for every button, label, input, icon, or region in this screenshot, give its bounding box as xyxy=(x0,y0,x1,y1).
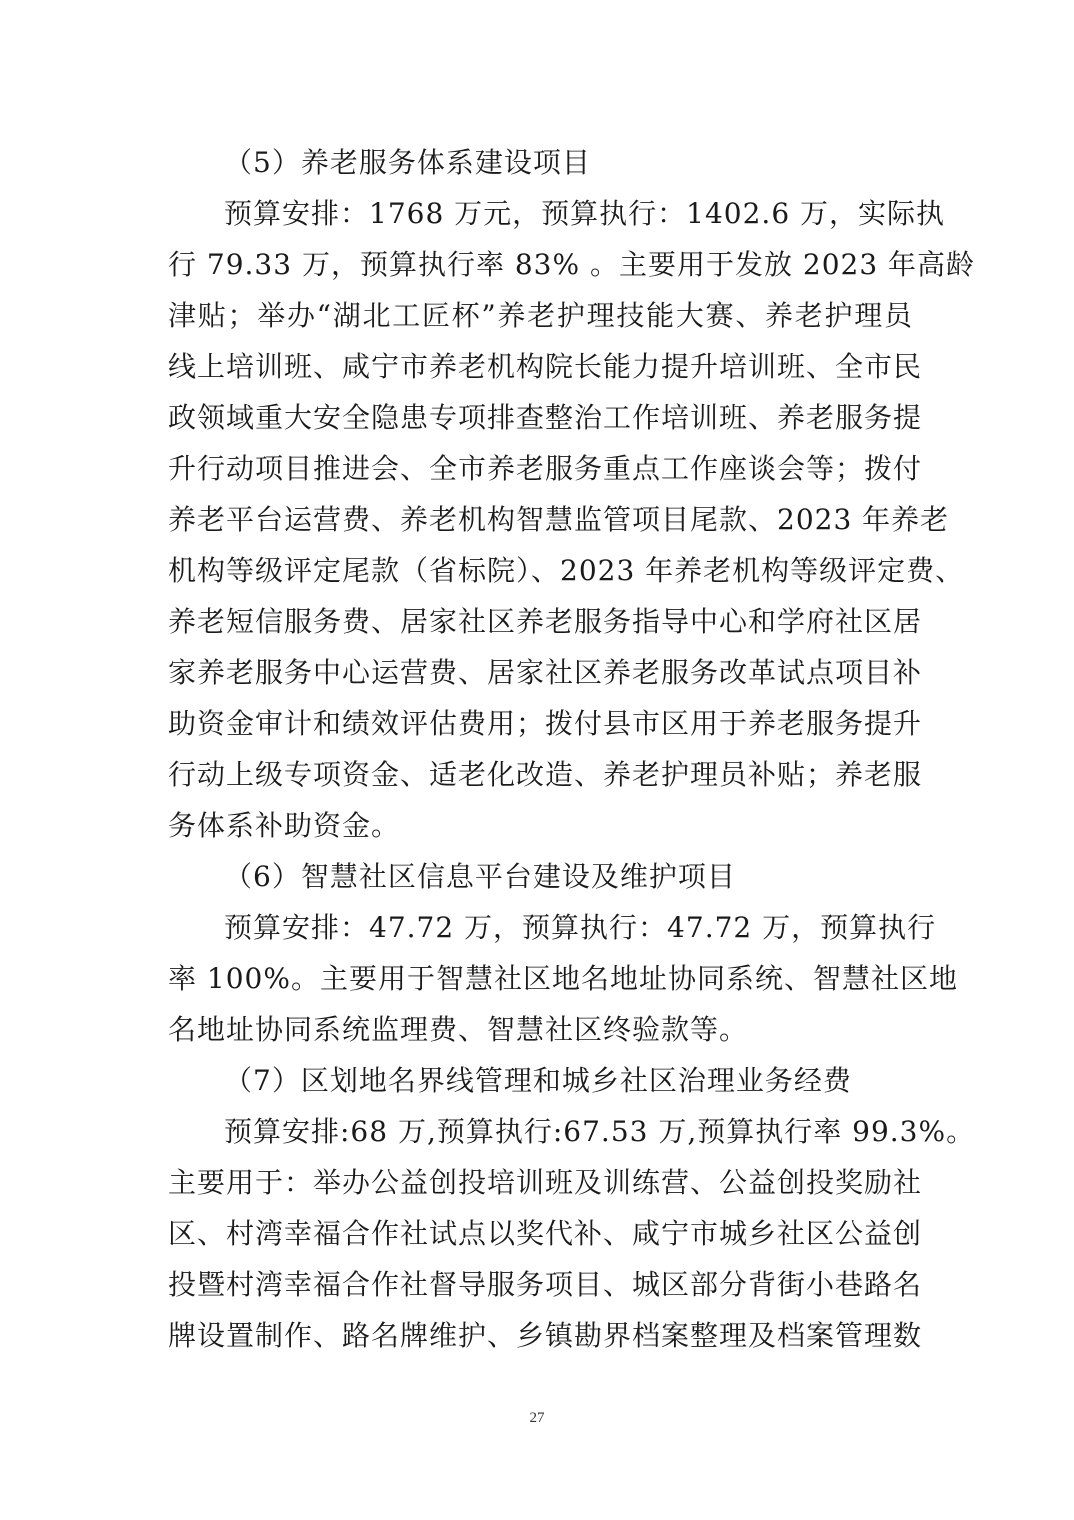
paragraph-line: 升行动项目推进会、全市养老服务重点工作座谈会等；拨付 xyxy=(168,452,923,485)
paragraph-line: 家养老服务中心运营费、居家社区养老服务改革试点项目补 xyxy=(168,656,923,689)
section-paragraph-7 xyxy=(168,1106,976,1361)
document-body xyxy=(168,137,976,1361)
paragraph-line: 名地址协同系统监理费、智慧社区终验款等。 xyxy=(168,1013,749,1046)
paragraph-line: 预算安排:68 万,预算执行:67.53 万,预算执行率 99.3%。 xyxy=(224,1115,976,1148)
paragraph-line: 机构等级评定尾款（省标院）、2023 年养老机构等级评定费、 xyxy=(168,554,965,587)
paragraph-line: 养老短信服务费、居家社区养老服务指导中心和学府社区居 xyxy=(168,605,923,638)
paragraph-line: 助资金审计和绩效评估费用；拨付县市区用于养老服务提升 xyxy=(168,707,923,740)
paragraph-line: 率 100%。主要用于智慧社区地名地址协同系统、智慧社区地 xyxy=(168,962,958,995)
section-heading-7: （7）区划地名界线管理和城乡社区治理业务经费 xyxy=(224,1064,852,1097)
section-heading-6: （6）智慧社区信息平台建设及维护项目 xyxy=(224,860,736,893)
paragraph-line: 津贴；举办“湖北工匠杯”养老护理技能大赛、养老护理员 xyxy=(168,299,913,332)
paragraph-line: 区、村湾幸福合作社试点以奖代补、咸宁市城乡社区公益创 xyxy=(168,1217,923,1250)
section-paragraph-6 xyxy=(168,902,958,1055)
section-heading-5: （5）养老服务体系建设项目 xyxy=(224,146,591,179)
paragraph-line: 牌设置制作、路名牌维护、乡镇勘界档案整理及档案管理数 xyxy=(168,1319,923,1352)
paragraph-line: 主要用于：举办公益创投培训班及训练营、公益创投奖励社 xyxy=(168,1166,923,1199)
section-paragraph-5 xyxy=(168,188,976,851)
paragraph-line: 行 79.33 万，预算执行率 83% 。主要用于发放 2023 年高龄 xyxy=(168,248,976,281)
paragraph-line: 预算安排：47.72 万，预算执行：47.72 万，预算执行 xyxy=(224,911,937,944)
paragraph-line: 务体系补助资金。 xyxy=(168,809,401,842)
page-number: 27 xyxy=(529,1410,545,1426)
paragraph-line: 投暨村湾幸福合作社督导服务项目、城区部分背街小巷路名 xyxy=(168,1268,923,1301)
paragraph-line: 线上培训班、咸宁市养老机构院长能力提升培训班、全市民 xyxy=(168,350,923,383)
paragraph-line: 政领域重大安全隐患专项排查整治工作培训班、养老服务提 xyxy=(168,401,923,434)
paragraph-line: 预算安排：1768 万元，预算执行：1402.6 万，实际执 xyxy=(224,197,946,230)
paragraph-line: 行动上级专项资金、适老化改造、养老护理员补贴；养老服 xyxy=(168,758,923,791)
paragraph-line: 养老平台运营费、养老机构智慧监管项目尾款、2023 年养老 xyxy=(168,503,950,536)
